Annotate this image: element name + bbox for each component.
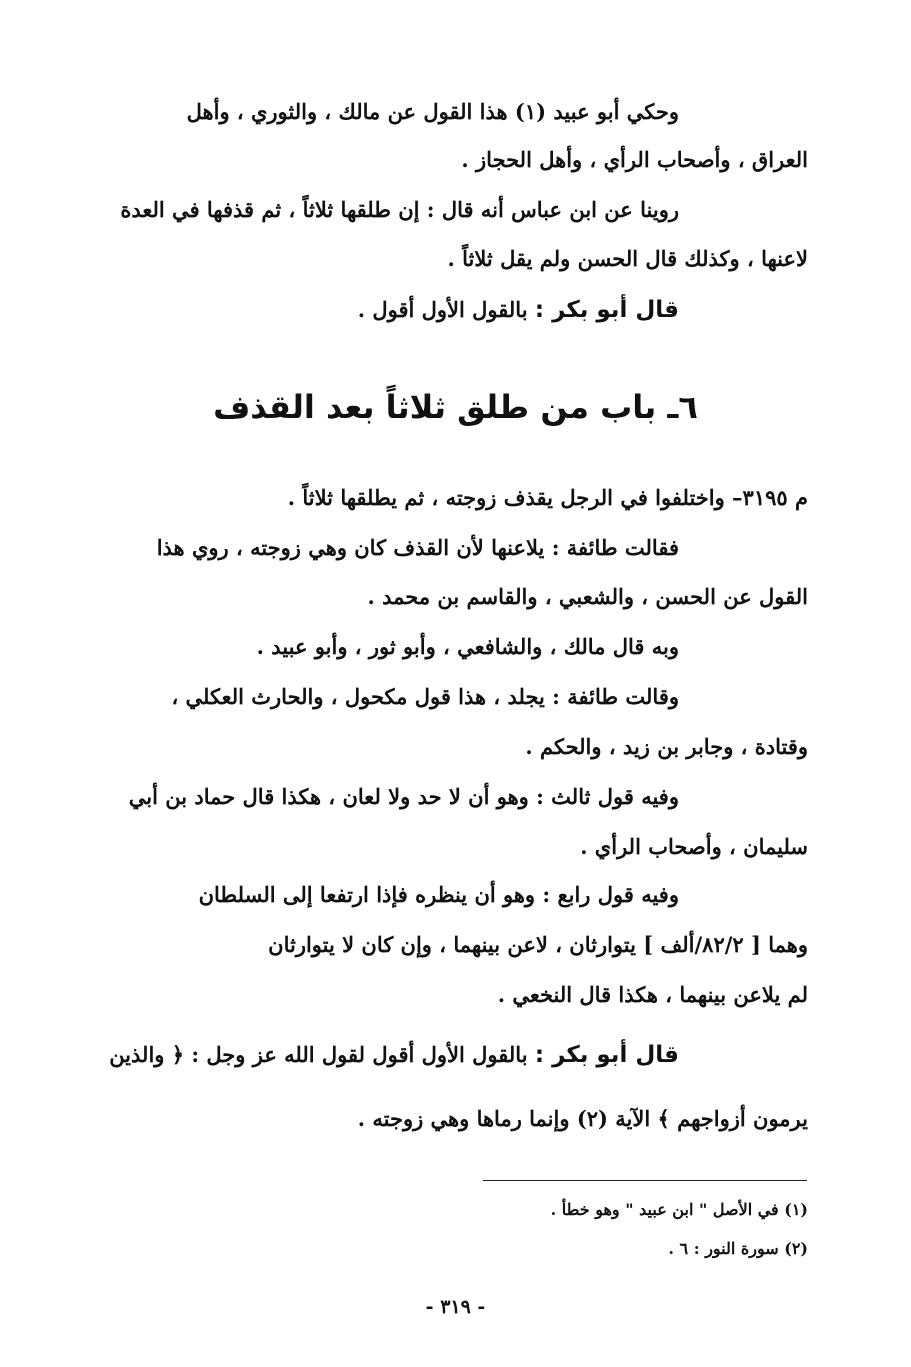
text-line: لاعنها ، وكذلك قال الحسن ولم يقل ثلاثاً .: [447, 246, 808, 271]
speaker-label: قال أبو بكر :: [534, 297, 679, 323]
text-line: روينا عن ابن عباس أنه قال : إن طلقها ثلاثاً ، ثم قذفها في العدة: [120, 197, 679, 222]
text-line: م ٣١٩٥– واختلفوا في الرجل يقذف زوجته ، ثم يطلقها ثلاثاً .: [287, 485, 808, 510]
text-line: يرمون أزواجهم ﴾ الآية (٢) وإنما رماها وهي زوجته .: [357, 1106, 808, 1131]
text-line: وهما [ ٨٢/٢/ألف ] يتوارثان ، لاعن بينهما ، وإن كان لا يتوارثان: [268, 932, 808, 957]
text-line: فقالت طائفة : يلاعنها لأن القذف كان وهي زوجته ، روي هذا: [156, 535, 679, 560]
chapter-heading: ٦ـ باب من طلق ثلاثاً بعد القذف: [213, 388, 698, 426]
text-line: وحكي أبو عبيد (١) هذا القول عن مالك ، والثوري ، وأهل: [186, 99, 679, 124]
text-line: وقتادة ، وجابر بن زيد ، والحكم .: [525, 734, 808, 759]
text-line: لم يلاعن بينهما ، هكذا قال النخعي .: [497, 982, 808, 1007]
text-line: [106, 1040, 679, 1070]
text-fragment: بالقول الأول أقول لقول الله عز وجل : ﴿ والذين: [109, 1042, 528, 1067]
footnote: (١) في الأصل " ابن عبيد " وهو خطأ .: [550, 1200, 808, 1219]
text-line: وبه قال مالك ، والشافعي ، وأبو ثور ، وأبو عبيد .: [256, 634, 679, 659]
page-number: - ٣١٩ -: [425, 1296, 486, 1318]
footnote: (٢) سورة النور : ٦ .: [668, 1239, 808, 1258]
text-line: [106, 295, 679, 325]
speaker-label: قال أبو بكر :: [534, 1042, 679, 1068]
text-line: وفيه قول رابع : وهو أن ينظره فإذا ارتفعا إلى السلطان: [198, 882, 679, 907]
text-line: سليمان ، وأصحاب الرأي .: [580, 834, 808, 859]
text-line: القول عن الحسن ، والشعبي ، والقاسم بن محمد .: [367, 584, 808, 609]
footnote-divider: [483, 1180, 807, 1181]
text-line: وقالت طائفة : يجلد ، هذا قول مكحول ، والحارث العكلي ،: [171, 684, 679, 709]
text-fragment: بالقول الأول أقول .: [357, 297, 528, 322]
text-line: العراق ، وأصحاب الرأي ، وأهل الحجاز .: [461, 147, 808, 172]
text-line: وفيه قول ثالث : وهو أن لا حد ولا لعان ، هكذا قال حماد بن أبي: [128, 784, 679, 809]
